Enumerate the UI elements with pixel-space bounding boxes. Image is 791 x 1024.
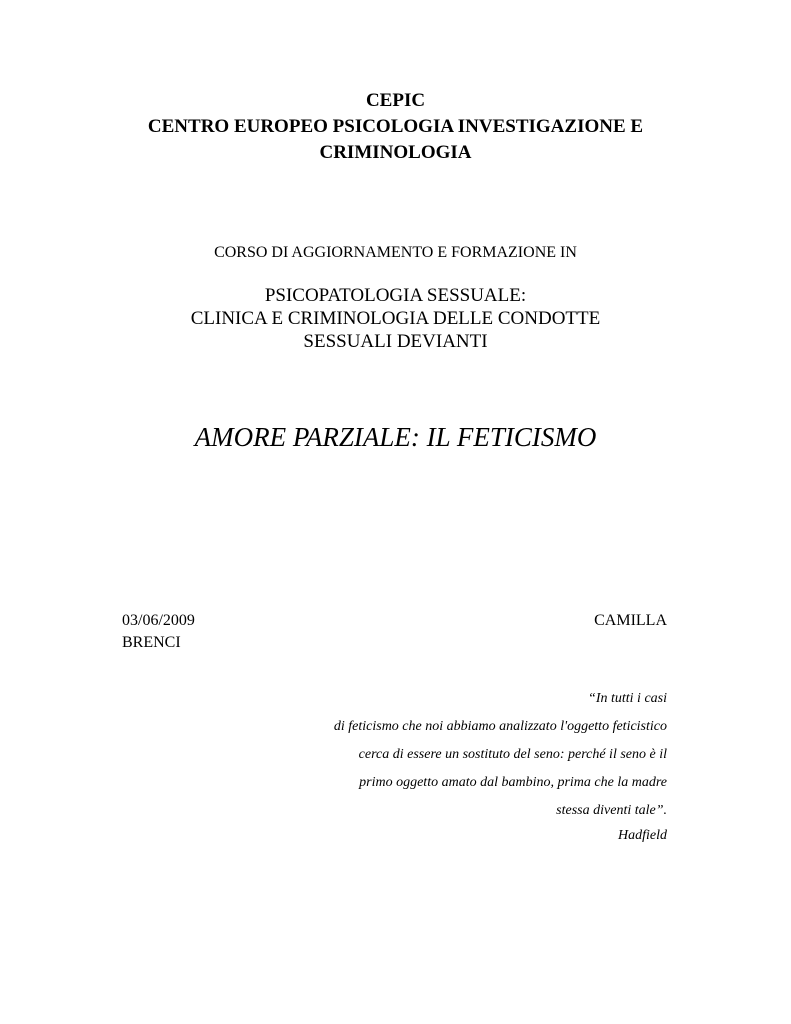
- course-title-line-2: CLINICA E CRIMINOLOGIA DELLE CONDOTTE: [190, 308, 601, 329]
- epigraph-quote: [247, 685, 667, 847]
- course-intro: CORSO DI AGGIORNAMENTO E FORMAZIONE IN: [214, 244, 577, 261]
- thesis-title: AMORE PARZIALE: IL FETICISMO: [194, 422, 597, 452]
- author-last-name: BRENCI: [122, 634, 181, 651]
- course-title-line-3: SESSUALI DEVIANTI: [303, 331, 488, 352]
- course-title-line-1: PSICOPATOLOGIA SESSUALE:: [264, 285, 527, 306]
- author-first-name: CAMILLA: [594, 612, 667, 629]
- institution-name-line-2: CRIMINOLOGIA: [319, 142, 472, 163]
- quote-line: “In tutti i casi: [588, 691, 667, 706]
- quote-source: Hadfield: [618, 828, 667, 843]
- quote-line: di feticismo che noi abbiamo analizzato l'oggetto feticistico: [333, 719, 667, 734]
- quote-line: primo oggetto amato dal bambino, prima che la madre: [359, 775, 667, 790]
- quote-line: cerca di essere un sostituto del seno: perché il seno è il: [358, 747, 667, 762]
- document-date: 03/06/2009: [122, 612, 195, 629]
- institution-header: [110, 88, 681, 166]
- institution-acronym: CEPIC: [365, 90, 426, 111]
- quote-line: stessa diventi tale”.: [556, 803, 667, 818]
- course-title: [110, 284, 681, 353]
- institution-name-line-1: CENTRO EUROPEO PSICOLOGIA INVESTIGAZIONE E: [147, 116, 644, 137]
